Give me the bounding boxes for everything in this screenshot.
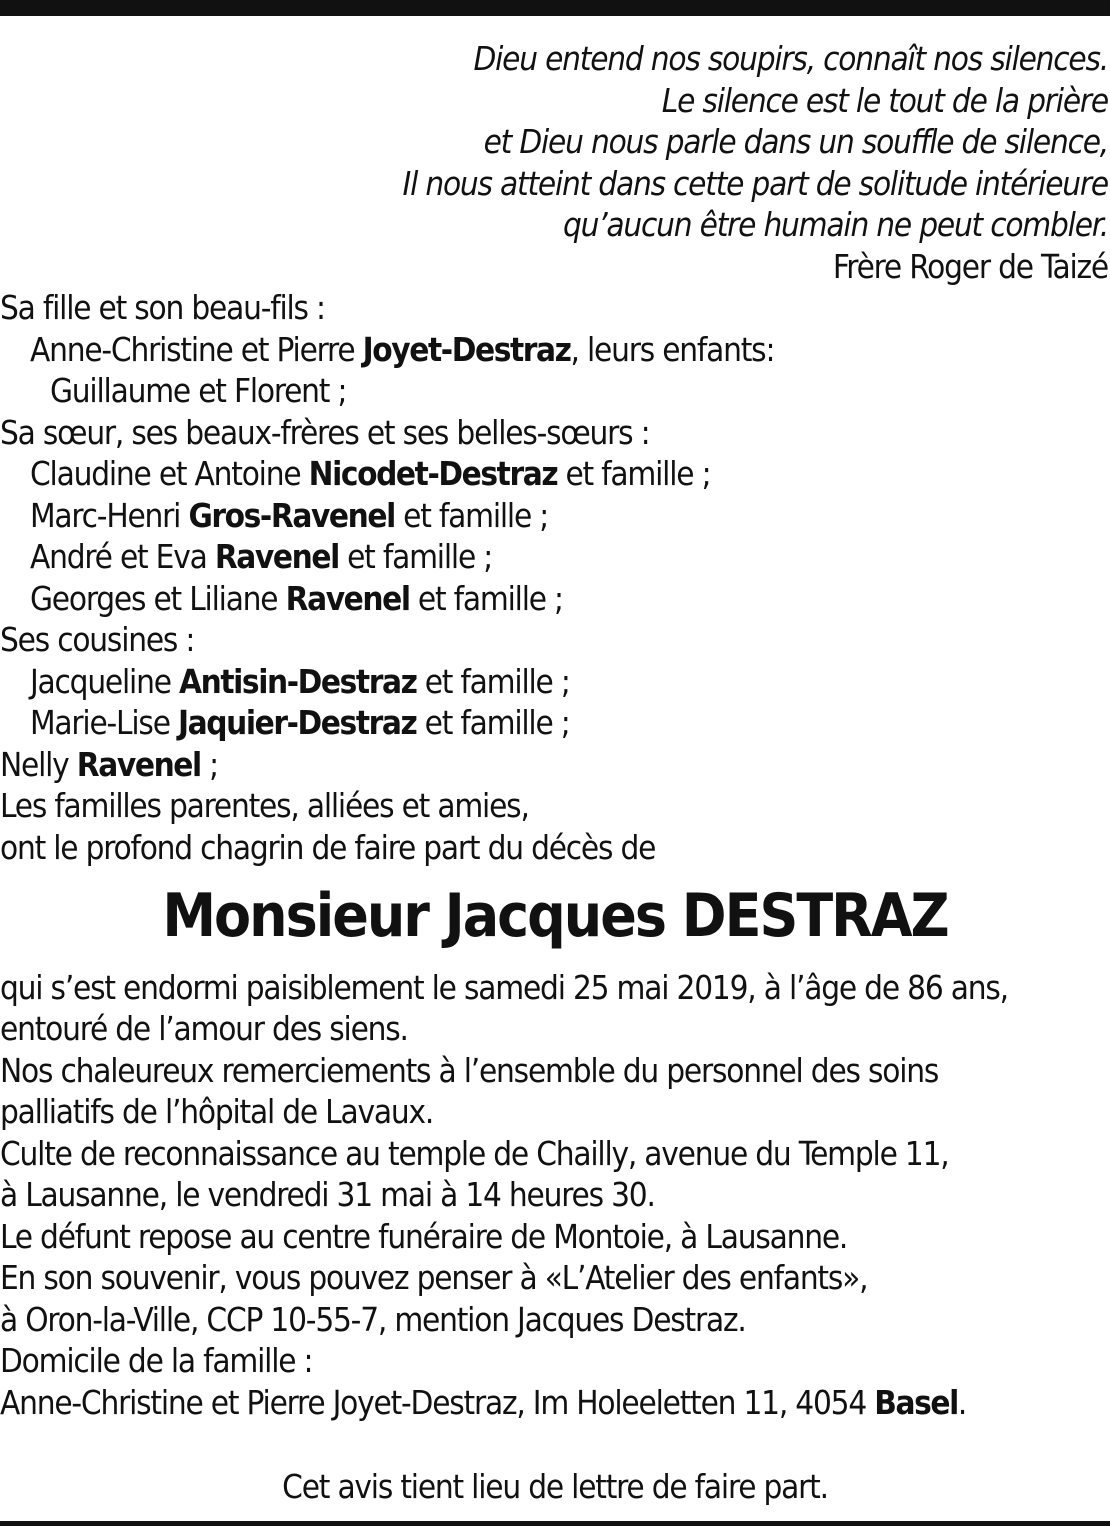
cousins-heading: Ses cousines : xyxy=(0,620,195,659)
sibling-post: et famille ; xyxy=(565,454,711,493)
sibling-line xyxy=(30,453,710,494)
cousin-pre: Jacqueline xyxy=(30,662,171,701)
body-line: Nos chaleureux remerciements à l’ensemble du personnel des soins xyxy=(0,1051,939,1090)
nelly-line xyxy=(0,744,1110,785)
cousin-line xyxy=(30,702,570,743)
daughter-surname: Joyet-Destraz xyxy=(362,330,571,369)
body-line: palliatifs de l’hôpital de Lavaux. xyxy=(0,1092,434,1131)
quote-line-2: Le silence est le tout de la prière xyxy=(661,81,1108,120)
sibling-post: et famille ; xyxy=(417,579,563,618)
daughter-pre: Anne-Christine et Pierre xyxy=(30,330,355,369)
families-line: Les familles parentes, alliées et amies, xyxy=(0,786,529,825)
body-line: Culte de reconnaissance au temple de Chailly, avenue du Temple 11, xyxy=(0,1134,949,1173)
sibling-pre: Georges et Liliane xyxy=(30,579,278,618)
daughter-line xyxy=(30,329,774,370)
body-line: qui s’est endormi paisiblement le samedi 25 mai 2019, à l’âge de 86 ans, xyxy=(0,968,1008,1007)
cousin-line xyxy=(30,661,570,702)
announce-line: ont le profond chagrin de faire part du décès de xyxy=(0,828,656,867)
quote-line-4: Il nous atteint dans cette part de solitude intérieure xyxy=(402,164,1108,203)
siblings-heading: Sa sœur, ses beaux-frères et ses belles-sœurs : xyxy=(0,413,650,452)
nelly-pre: Nelly xyxy=(0,745,69,784)
daughter-heading: Sa fille et son beau-fils : xyxy=(0,288,325,327)
address-pre: Anne-Christine et Pierre Joyet-Destraz, Im Holeeletten 11, 4054 xyxy=(0,1383,867,1422)
grandchildren-line: Guillaume et Florent ; xyxy=(50,371,347,410)
sibling-line xyxy=(30,536,492,577)
nelly-post: ; xyxy=(209,745,218,784)
cousin-post: et famille ; xyxy=(424,703,570,742)
quote-line-5: qu’aucun être humain ne peut combler. xyxy=(562,205,1108,244)
cousin-pre: Marie-Lise xyxy=(30,703,170,742)
bottom-rule xyxy=(0,1521,1110,1526)
sibling-line xyxy=(30,495,548,536)
sibling-pre: Claudine et Antoine xyxy=(30,454,301,493)
sibling-post: et famille ; xyxy=(403,496,549,535)
sibling-surname: Ravenel xyxy=(285,579,410,618)
daughter-post: , leurs enfants: xyxy=(570,330,775,369)
body-line: En son souvenir, vous pouvez penser à «L’Atelier des enfants», xyxy=(0,1258,868,1297)
body-line: Domicile de la famille : xyxy=(0,1341,313,1380)
footer-note: Cet avis tient lieu de lettre de faire part. xyxy=(282,1467,828,1506)
body-line: Le défunt repose au centre funéraire de Montoie, à Lausanne. xyxy=(0,1217,848,1256)
address-post: . xyxy=(957,1383,967,1422)
quote-line-3: et Dieu nous parle dans un souffle de silence, xyxy=(483,122,1108,161)
address-line xyxy=(0,1382,1110,1423)
sibling-pre: André et Eva xyxy=(30,537,207,576)
nelly-surname: Ravenel xyxy=(76,745,201,784)
address-city: Basel xyxy=(874,1383,958,1422)
sibling-surname: Gros-Ravenel xyxy=(188,496,395,535)
cousin-post: et famille ; xyxy=(424,662,570,701)
sibling-surname: Nicodet-Destraz xyxy=(308,454,558,493)
sibling-pre: Marc-Henri xyxy=(30,496,181,535)
body-line: entouré de l’amour des siens. xyxy=(0,1009,408,1048)
quote-author: Frère Roger de Taizé xyxy=(832,247,1108,286)
sibling-line xyxy=(30,578,563,619)
cousin-surname: Jaquier-Destraz xyxy=(178,703,417,742)
sibling-surname: Ravenel xyxy=(214,537,339,576)
body-line: à Lausanne, le vendredi 31 mai à 14 heures 30. xyxy=(0,1175,655,1214)
body-line: à Oron-la-Ville, CCP 10-55-7, mention Jacques Destraz. xyxy=(0,1300,746,1339)
top-rule xyxy=(0,0,1110,16)
deceased-name: Monsieur Jacques DESTRAZ xyxy=(162,881,948,951)
cousin-surname: Antisin-Destraz xyxy=(179,662,417,701)
quote-line-1: Dieu entend nos soupirs, connaît nos silences. xyxy=(473,39,1108,78)
sibling-post: et famille ; xyxy=(347,537,493,576)
